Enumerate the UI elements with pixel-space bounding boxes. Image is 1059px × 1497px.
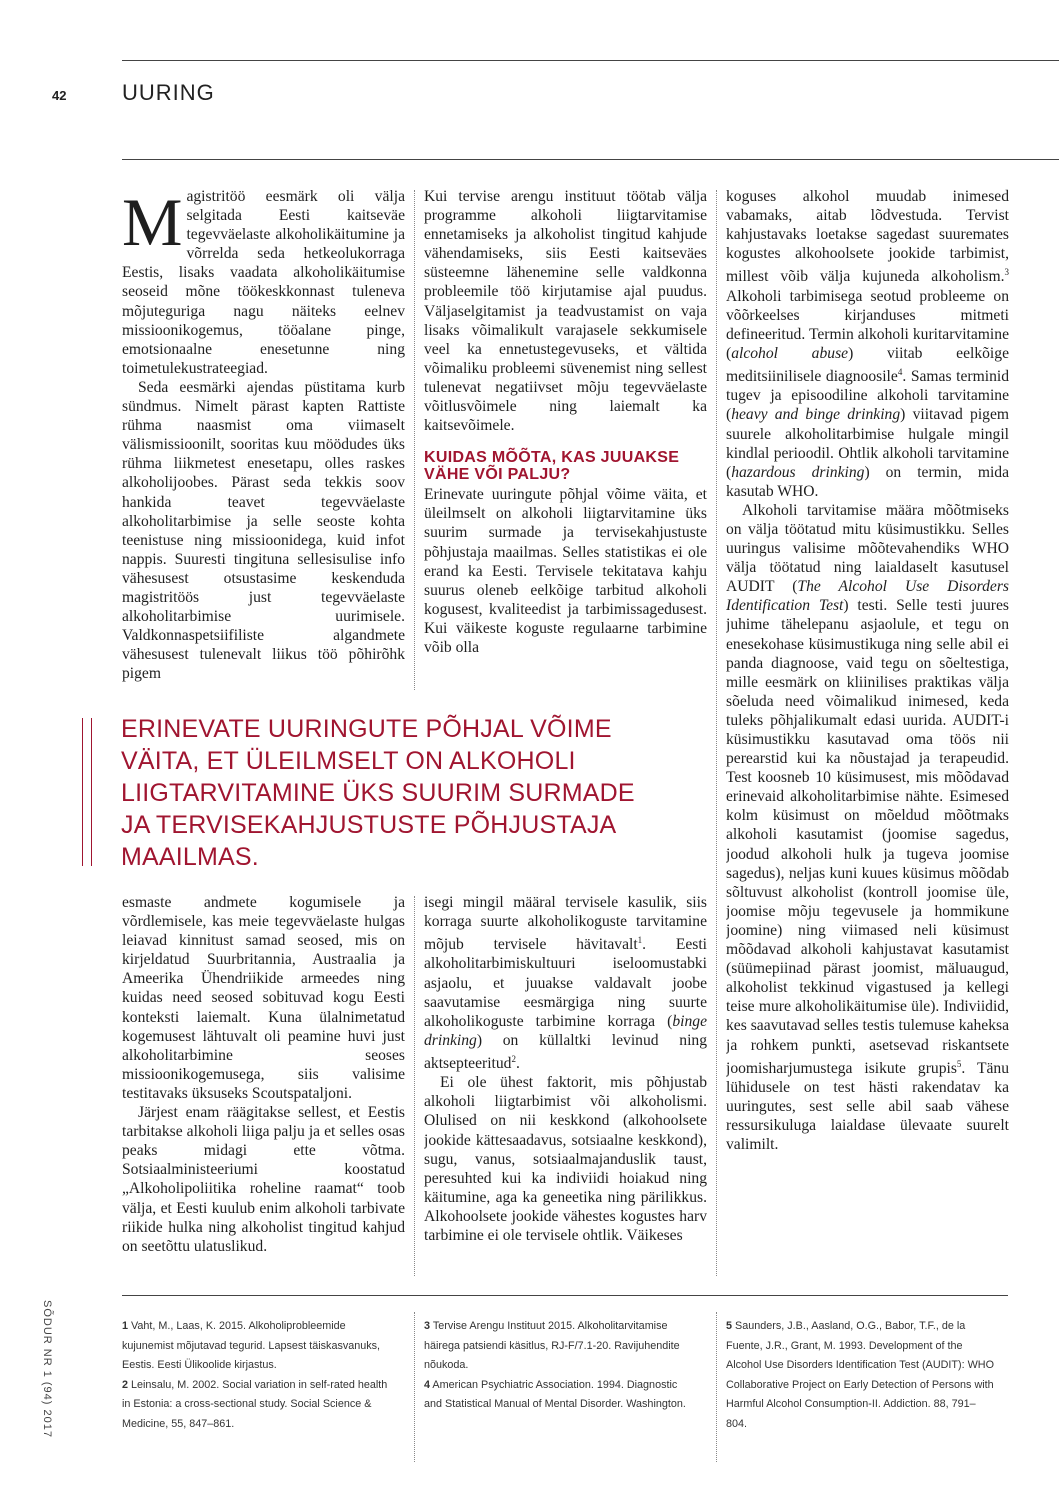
footnote-separator (716, 1312, 717, 1462)
paragraph: Erinevate uuringute põhjal võime väita, et üleilmselt on alkoholi liigtarvitamine üks suurim surmade ja tervisekahjustuste põhjustaja maailmas. Selles statistikas ei ole erand ka Eesti. Tervisele tekitatava kahju suurus oleneb eelkõige tarbitud alkoholi kogusest, kvaliteedist ja tarbimissagedusest. Kui väikeste koguste regulaarne tarbimine võib olla (424, 486, 707, 656)
column-2-bottom (424, 893, 707, 1283)
paragraph: Kui tervise arengu instituut töötab välja programme alkoholi liigtarvitamise ennetamiseks ja alkoholist tingitud kahjude vähendamiseks, siis Eesti kaitseväes süsteemne lähenemine selle valdkonna probleemile töö kirjutamise ajal puudus. Väljaselgitamist ja teadvustamist on vaja lisaks võimalikult varajasele sekkumisele veel ka ennetustegevuseks, et vältida võimaliku probleemi süvenemist ning sellest tulenevat negatiivset mõju tegevväelaste võitlusvõimele ning laiemalt ka kaitsevõimele. (424, 188, 707, 435)
column-1-bottom (122, 893, 405, 1283)
footnote: 3 Tervise Arengu Instituut 2015. Alkoholitarvitamise häirega patsiendi käsitlus, RJ-F/7.1-20. Ravijuhendite nõukoda. (424, 1320, 680, 1371)
column-separator (414, 896, 415, 1276)
column-2-top (424, 187, 707, 695)
footnote: 1 Vaht, M., Laas, K. 2015. Alkoholiprobleemide kujunemist mõjutavad tegurid. Lapsest täiskasvanuks, Eestis. Eesti Ülikoolide kirjastus. (122, 1320, 381, 1371)
paragraph: koguses alkohol muudab inimesed vabamaks, aitab lõdvestuda. Tervist kahjustavaks loetakse sagedast suuremates kogustes alkohoolsete jookide tarbimist, millest võib välja kujuneda alkoholism.$^3$ Alkoholi tarbimisega seotud probleeme on võõrkeelses kirjanduses mitmeti defineeritud. Termin alkoholi kuritarvitamine (alcohol abuse) viitab eelkõige meditsiinilisele diagnoosile$^4$. Samas terminid tugev ja episoodiline alkoholi tarvitamine (heavy and binge drinking) viitavad pigem suurele alkoholitarbimise hulgale mingil kindlal perioodil. Ohtlik alkoholi tarvitamine (hazardous drinking) on termin, mida kasutab WHO. (726, 188, 1009, 500)
footnote: 4 American Psychiatric Association. 1994. Diagnostic and Statistical Manual of Mental Disorder. Washington. (424, 1378, 686, 1410)
pull-quote-bars (82, 718, 94, 866)
intro-paragraph: Magistritöö eesmärk oli välja selgitada Eesti kaitseväe tegevväelaste alkoholikäitumine ja võrrelda seda hetkeolukorraga Eestis, lisaks vaadata alkoholikäitumise seoseid mõne töökeskkonnast tuleneva mõjuteguriga nagu näiteks eelnev missioonikogemus, tööalane pinge, emotsionaalne enesetunne ning toimetulekustrateegiad. (122, 187, 405, 377)
footnote-rule (122, 1295, 1008, 1296)
pull-quote: ERINEVATE UURINGUTE PÕHJAL VÕIME VÄITA, ET ÜLEILMSELT ON ALKOHOLI LIIGTARVITAMINE ÜKS SUURIM SURMADE JA TERVISEKAHJUSTUSTE PÕHJUSTAJA MAAILMAS. (121, 715, 635, 871)
paragraph: isegi mingil määral tervisele kasulik, siis korraga suurte alkoholikoguste tarvitamine mõjub tervisele hävitavalt$^1$. Eesti alkoholitarbimiskultuuri iseloomustabki asjaolu, et juuakse valdavalt joobe saavutamise eesmärgiga ning suurte alkoholikoguste tarbimine korraga (binge drinking) on küllaltki levinud ning aktsepteeritud$^2$. (424, 894, 707, 1073)
column-3 (726, 187, 1009, 1283)
column-1-top (122, 187, 405, 695)
side-publication-label: SÕDUR NR 1 (94) 2017 (41, 1300, 53, 1438)
footnotes-column-1 (122, 1317, 390, 1434)
footnote: 2 Leinsalu, M. 2002. Social variation in self-rated health in Estonia: a cross-sectional study. Social Science & Medicine, 55, 847–861. (122, 1378, 388, 1430)
footnotes-column-2 (424, 1317, 694, 1415)
paragraph: Järjest enam räägitakse sellest, et Eestis tarbitakse alkoholi liiga palju ja et selles osas peaks midagi ette võtma. Sotsiaalministeeriumi koostatud „Alkoholipoliitika roheline raamat“ toob välja, et Eesti kuulub enim alkoholi tarbivate riikide hulka ning alkoholist tingitud kahjud on seetõttu ulatuslikud. (122, 1104, 405, 1255)
column-separator (716, 190, 717, 1276)
footnote: 5 Saunders, J.B., Aasland, O.G., Babor, T.F., de la Fuente, J.R., Grant, M. 1993. Development of the Alcohol Use Disorders Identification Test (AUDIT): WHO Collaborative Project on Early Detection of Persons with Harmful Alcohol Consumption-II. Addiction. 88, 791–804. (726, 1320, 995, 1430)
section-title: UURING (122, 80, 215, 105)
column-separator (414, 190, 415, 690)
paragraph: Seda eesmärki ajendas püstitama kurb sündmus. Nimelt pärast kapten Rattiste rühma naasmist oma viimaselt välismissioonilt, sooritas kuu möödudes üks rühma liikmetest enesetapu, olles raskes alkoholijoobes. Pärast seda tekkis soov hankida teavet tegevväelaste alkoholitarbimise ja selle seoste kohta teenistuse ning missioonidega, kuid infot nappis. Suuresti tingituna sellesisulise info vähesusest otsustasime keskenduda magistritöös just tegevväelaste alkoholitarbimise uurimisele. Valdkonnaspetsiifiliste algandmete vähesusest tulenevalt liikus töö põhirõhk pigem (122, 378, 405, 683)
footnote-separator (414, 1312, 415, 1462)
header-rule (122, 159, 1059, 160)
paragraph: Alkoholi tarvitamise määra mõõtmiseks on välja töötatud mitu küsimustikku. Selles uuringus valisime mõõtevahendiks WHO välja töötatud ning laialdaselt kasutusel AUDIT (The Alcohol Use Disorders Identification Test) testi. Selle testi juures juhime tähelepanu asjaolule, et tegu on enesekohase küsimustikuga ning selle abil ei panda diagnoose, vaid tegu on sõeltestiga, mille eesmärk on kliinilises praktikas välja sõeluda need võimalikud inimesed, keda tuleks põhjalikumalt edasi uurida. AUDIT-i küsimustikku kasutavad oma töös nii perearstid kui ka nõustajad ja terapeudid. Test koosneb 10 küsimusest, mis mõõdavad erinevaid alkoholitarbimise nähte. Esimesed kolm küsimust on mõeldud mõõtmaks alkoholi kasutamist (joomise sagedus, joodud alkoholi hulk ja tugeva joomise sagedus), neljas kuni kuues küsimus mõõdab sõltuvust alkoholist (kontroll joomise üle, joomise mõju tegevusele ja hommikune joomine) ning viimased neli küsimust mõõdavad alkoholi kahjustavat kasutamist (süümepiinad pärast joomist, mäluaugud, alkoholist tekkinud vigastused ja kellegi teise mure alkoholikäitumise üle). Indiviidid, kes saavutavad selles testis tulemuse kaheksa ja rohkem punkti, asetsevad riskantsete joomisharjumustega isikute grupis$^5$. Tänu lühidusele on test hästi rakendatav ka uuringutes, sest selle abil saab vähese ressursikuluga laialdase ülevaate suurelt valimilt. (726, 501, 1009, 1154)
subheading: KUIDAS MÕÕTA, KAS JUUAKSE VÄHE VÕI PALJU? (424, 449, 680, 484)
top-rule (122, 60, 1059, 61)
page-number: 42 (52, 88, 67, 103)
footnotes-column-3 (726, 1317, 996, 1434)
drop-cap: M (122, 187, 183, 260)
paragraph: Ei ole ühest faktorit, mis põhjustab alkoholi liigtarbimist või alkoholismi. Olulised on nii keskkond (alkohoolsete jookide kättesaadavus, sotsiaalne keskkond), sugu, vanus, sotsiaalmajanduslik taust, peresuhted kui ka indiviidi hoiakud ning käitumine, aga ka geneetika ning pärilikkus. Alkohoolsete jookide vähestes kogustes harv tarbimine ei ole tervisele ohtlik. Väikeses (424, 1074, 707, 1244)
paragraph: esmaste andmete kogumisele ja võrdlemisele, kas meie tegevväelaste hulgas leiavad kinnitust samad seosed, mis on kirjeldatud Suurbritannia, Austraalia ja Ameerika Ühendriikide armeedes ning kuidas need seosed sobituvad kogu Eesti konteksti laiemalt. Kuna ülalnimetatud kogemusest lähtuvalt oli peamine huvi just alkoholitarbimine seoses missioonikogemusega, siis valisime testitavaks üksuseks Scoutspataljoni. (122, 894, 405, 1102)
